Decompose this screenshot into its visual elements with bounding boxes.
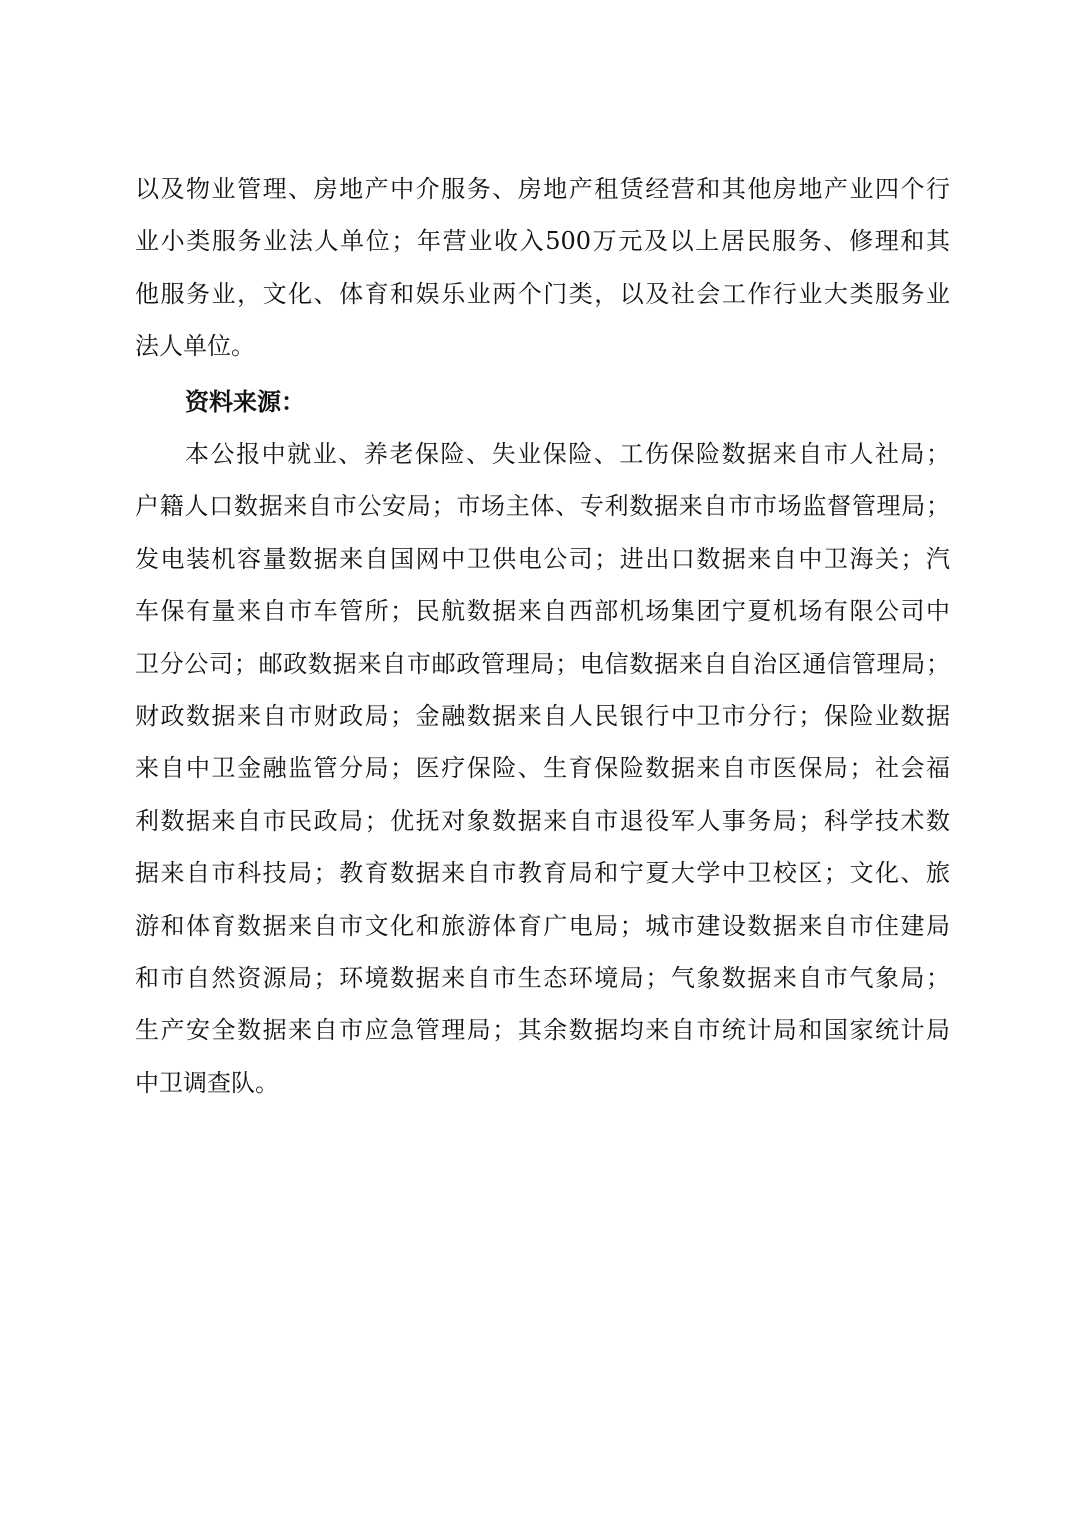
- sources-line: 利数据来自市民政局；优抚对象数据来自市退役军人事务局；科学技术数: [135, 806, 950, 835]
- sources-line: 发电装机容量数据来自国网中卫供电公司；进出口数据来自中卫海关；汽: [135, 544, 950, 573]
- sources-paragraph: [135, 428, 950, 1109]
- sources-line: 卫分公司；邮政数据来自市邮政管理局；电信数据来自自治区通信管理局；: [135, 649, 950, 678]
- sources-line: 本公报中就业、养老保险、失业保险、工伤保险数据来自市人社局；: [185, 440, 950, 468]
- intro-line: 业小类服务业法人单位；年营业收入500万元及以上居民服务、修理和其: [135, 227, 950, 256]
- intro-paragraph: [135, 163, 950, 373]
- sources-heading: 资料来源：: [185, 387, 305, 416]
- sources-line: 生产安全数据来自市应急管理局；其余数据均来自市统计局和国家统计局: [135, 1016, 950, 1045]
- sources-line: 户籍人口数据来自市公安局；市场主体、专利数据来自市市场监督管理局；: [135, 492, 950, 521]
- sources-line: 财政数据来自市财政局；金融数据来自人民银行中卫市分行；保险业数据: [135, 701, 950, 730]
- sources-line: 来自中卫金融监管分局；医疗保险、生育保险数据来自市医保局；社会福: [135, 754, 950, 783]
- sources-heading-block: [135, 376, 950, 428]
- sources-line: 中卫调查队。: [135, 1068, 279, 1097]
- sources-line: 车保有量来自市车管所；民航数据来自西部机场集团宁夏机场有限公司中: [135, 597, 950, 626]
- sources-line: 和市自然资源局；环境数据来自市生态环境局；气象数据来自市气象局；: [135, 963, 950, 992]
- sources-line: 游和体育数据来自市文化和旅游体育广电局；城市建设数据来自市住建局: [135, 911, 950, 940]
- intro-line: 以及物业管理、房地产中介服务、房地产租赁经营和其他房地产业四个行: [135, 175, 950, 203]
- intro-line: 法人单位。: [135, 332, 255, 361]
- intro-line: 他服务业，文化、体育和娱乐业两个门类，以及社会工作行业大类服务业: [135, 279, 950, 308]
- sources-line: 据来自市科技局；教育数据来自市教育局和宁夏大学中卫校区；文化、旅: [135, 859, 950, 888]
